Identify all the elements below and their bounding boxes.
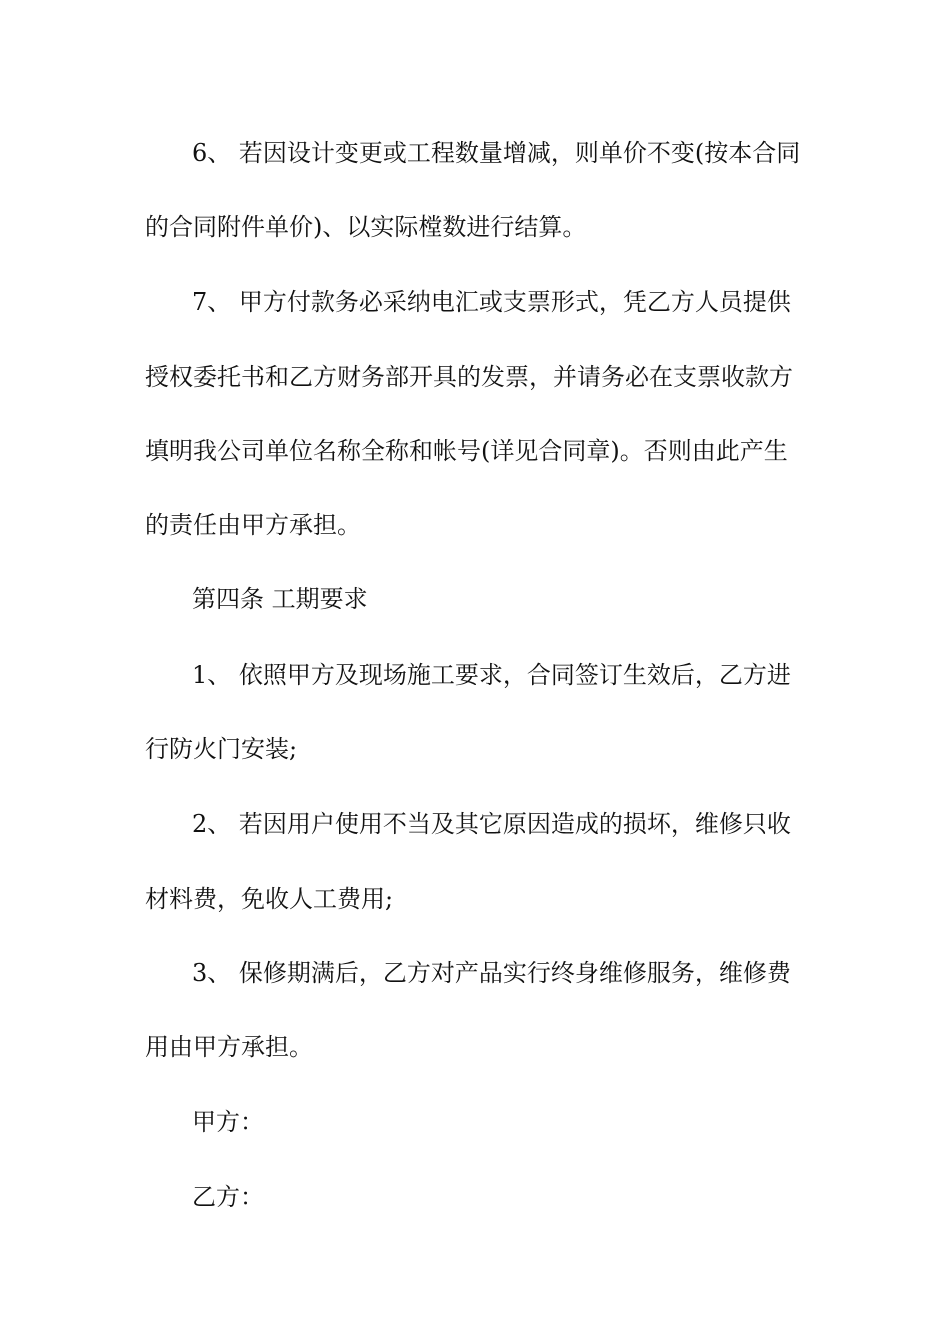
clause-7-line-2: 授权委托书和乙方财务部开具的发票，并请务必在支票收款方 (145, 363, 793, 391)
party-b-label: 乙方： (192, 1183, 264, 1211)
item-3-line-2: 用由甲方承担。 (145, 1033, 313, 1061)
item-1-line-2: 行防火门安装; (145, 735, 298, 763)
clause-7-line-1: 7、 甲方付款务必采纳电汇或支票形式，凭乙方人员提供 (192, 288, 791, 316)
item-2-line-1: 2、 若因用户使用不当及其它原因造成的损坏，维修只收 (192, 810, 791, 838)
item-2-line-2: 材料费，免收人工费用; (145, 885, 394, 913)
clause-6-line-1: 6、 若因设计变更或工程数量增减，则单价不变(按本合同 (192, 139, 801, 167)
clause-6-line-2: 的合同附件单价)、以实际樘数进行结算。 (145, 213, 587, 241)
party-a-label: 甲方： (192, 1108, 264, 1136)
clause-7-line-3: 填明我公司单位名称全称和帐号(详见合同章)。否则由此产生 (145, 437, 788, 465)
clause-7-line-4: 的责任由甲方承担。 (145, 511, 361, 539)
item-1-line-1: 1、 依照甲方及现场施工要求，合同签订生效后，乙方进 (192, 661, 791, 689)
article-4-heading: 第四条 工期要求 (192, 585, 368, 613)
item-3-line-1: 3、 保修期满后，乙方对产品实行终身维修服务，维修费 (192, 959, 791, 987)
